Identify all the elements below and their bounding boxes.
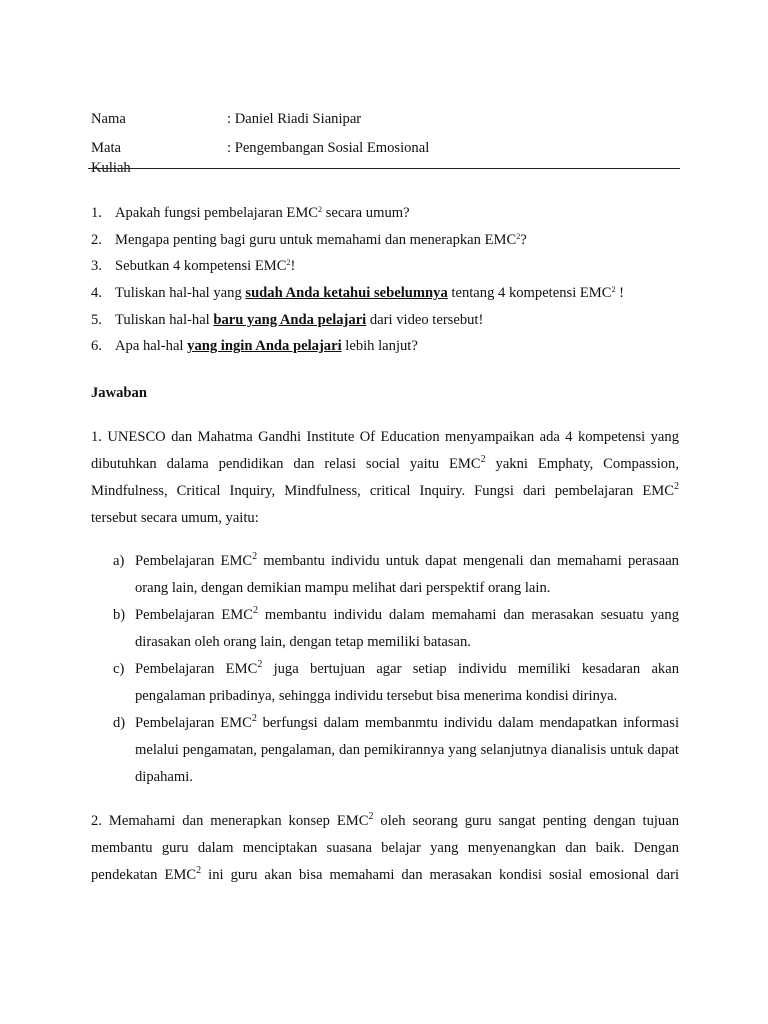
question-item: 6. Apa hal-hal yang ingin Anda pelajari lebih lanjut? bbox=[91, 338, 418, 355]
function-list bbox=[113, 548, 679, 791]
question-item: 1. Apakah fungsi pembelajaran EMC$^2$ secara umum? bbox=[91, 205, 410, 221]
course-label: Mata Kuliah bbox=[91, 140, 131, 176]
answer-2-text: 2. Memahami dan menerapkan konsep EMC$^2$ oleh seorang guru sangat penting dengan tujuan membantu guru dalam menciptakan suasana belajar yang menyenangkan dan baik. Dengan pendekatan EMC$^2$ ini guru akan bisa memahami dan merasakan kondisi sosial emosional dari bbox=[91, 811, 679, 883]
function-item: a) Pembelajaran EMC$^2$ membantu individu untuk dapat mengenali dan memahami perasaan orang lain, dengan demikian mampu melihat dari perspektif orang lain. bbox=[113, 551, 679, 596]
name-value: : Daniel Riadi Sianipar bbox=[227, 111, 362, 127]
emphasis-text: yang ingin Anda pelajari bbox=[187, 338, 342, 355]
question-list bbox=[91, 203, 691, 363]
name-label: Nama bbox=[91, 111, 126, 127]
header-divider bbox=[88, 168, 680, 169]
emphasis-text: baru yang Anda pelajari bbox=[213, 311, 367, 328]
function-item: b) Pembelajaran EMC$^2$ membantu individu dalam memahami dan merasakan sesuatu yang dirasakan oleh orang lain, dengan tetap memiliki batasan. bbox=[113, 605, 679, 650]
question-item: 2. Mengapa penting bagi guru untuk memahami dan menerapkan EMC$^2$? bbox=[91, 231, 527, 248]
emphasis-text: sudah Anda ketahui sebelumnya bbox=[245, 285, 448, 302]
answer-1-intro: 1. UNESCO dan Mahatma Gandhi Institute Of Education menyampaikan ada 4 kompetensi yang dibutuhkan dalama pendidikan dan relasi social yaitu EMC$^2$ yakni Emphaty, Compassion, Mindfulness, Critical Inquiry, Mindfulness, critical Inquiry. Fungsi dari pembelajaran EMC$^2$ tersebut secara umum, yaitu: bbox=[91, 429, 679, 526]
function-item: d) Pembelajaran EMC$^2$ berfungsi dalam membanmtu individu dalam mendapatkan informasi melalui pengamatan, pengalaman, dan pemikirannya yang selanjutnya dianalisis untuk dapat dipahami. bbox=[113, 713, 679, 785]
function-item: c) Pembelajaran EMC$^2$ juga bertujuan agar setiap individu memiliki kesadaran akan pengalaman pribadinya, sehingga individu tersebut bisa menerima kondisi dirinya. bbox=[113, 659, 679, 704]
answers-heading: Jawaban bbox=[91, 385, 147, 401]
question-item: 3. Sebutkan 4 kompetensi EMC$^2$! bbox=[91, 258, 296, 275]
question-item: 5. Tuliskan hal-hal baru yang Anda pelajari dari video tersebut! bbox=[91, 311, 484, 328]
course-value: : Pengembangan Sosial Emosional bbox=[227, 140, 430, 156]
question-item: 4. Tuliskan hal-hal yang sudah Anda ketahui sebelumnya tentang 4 kompetensi EMC$^2$ ! bbox=[91, 285, 625, 302]
